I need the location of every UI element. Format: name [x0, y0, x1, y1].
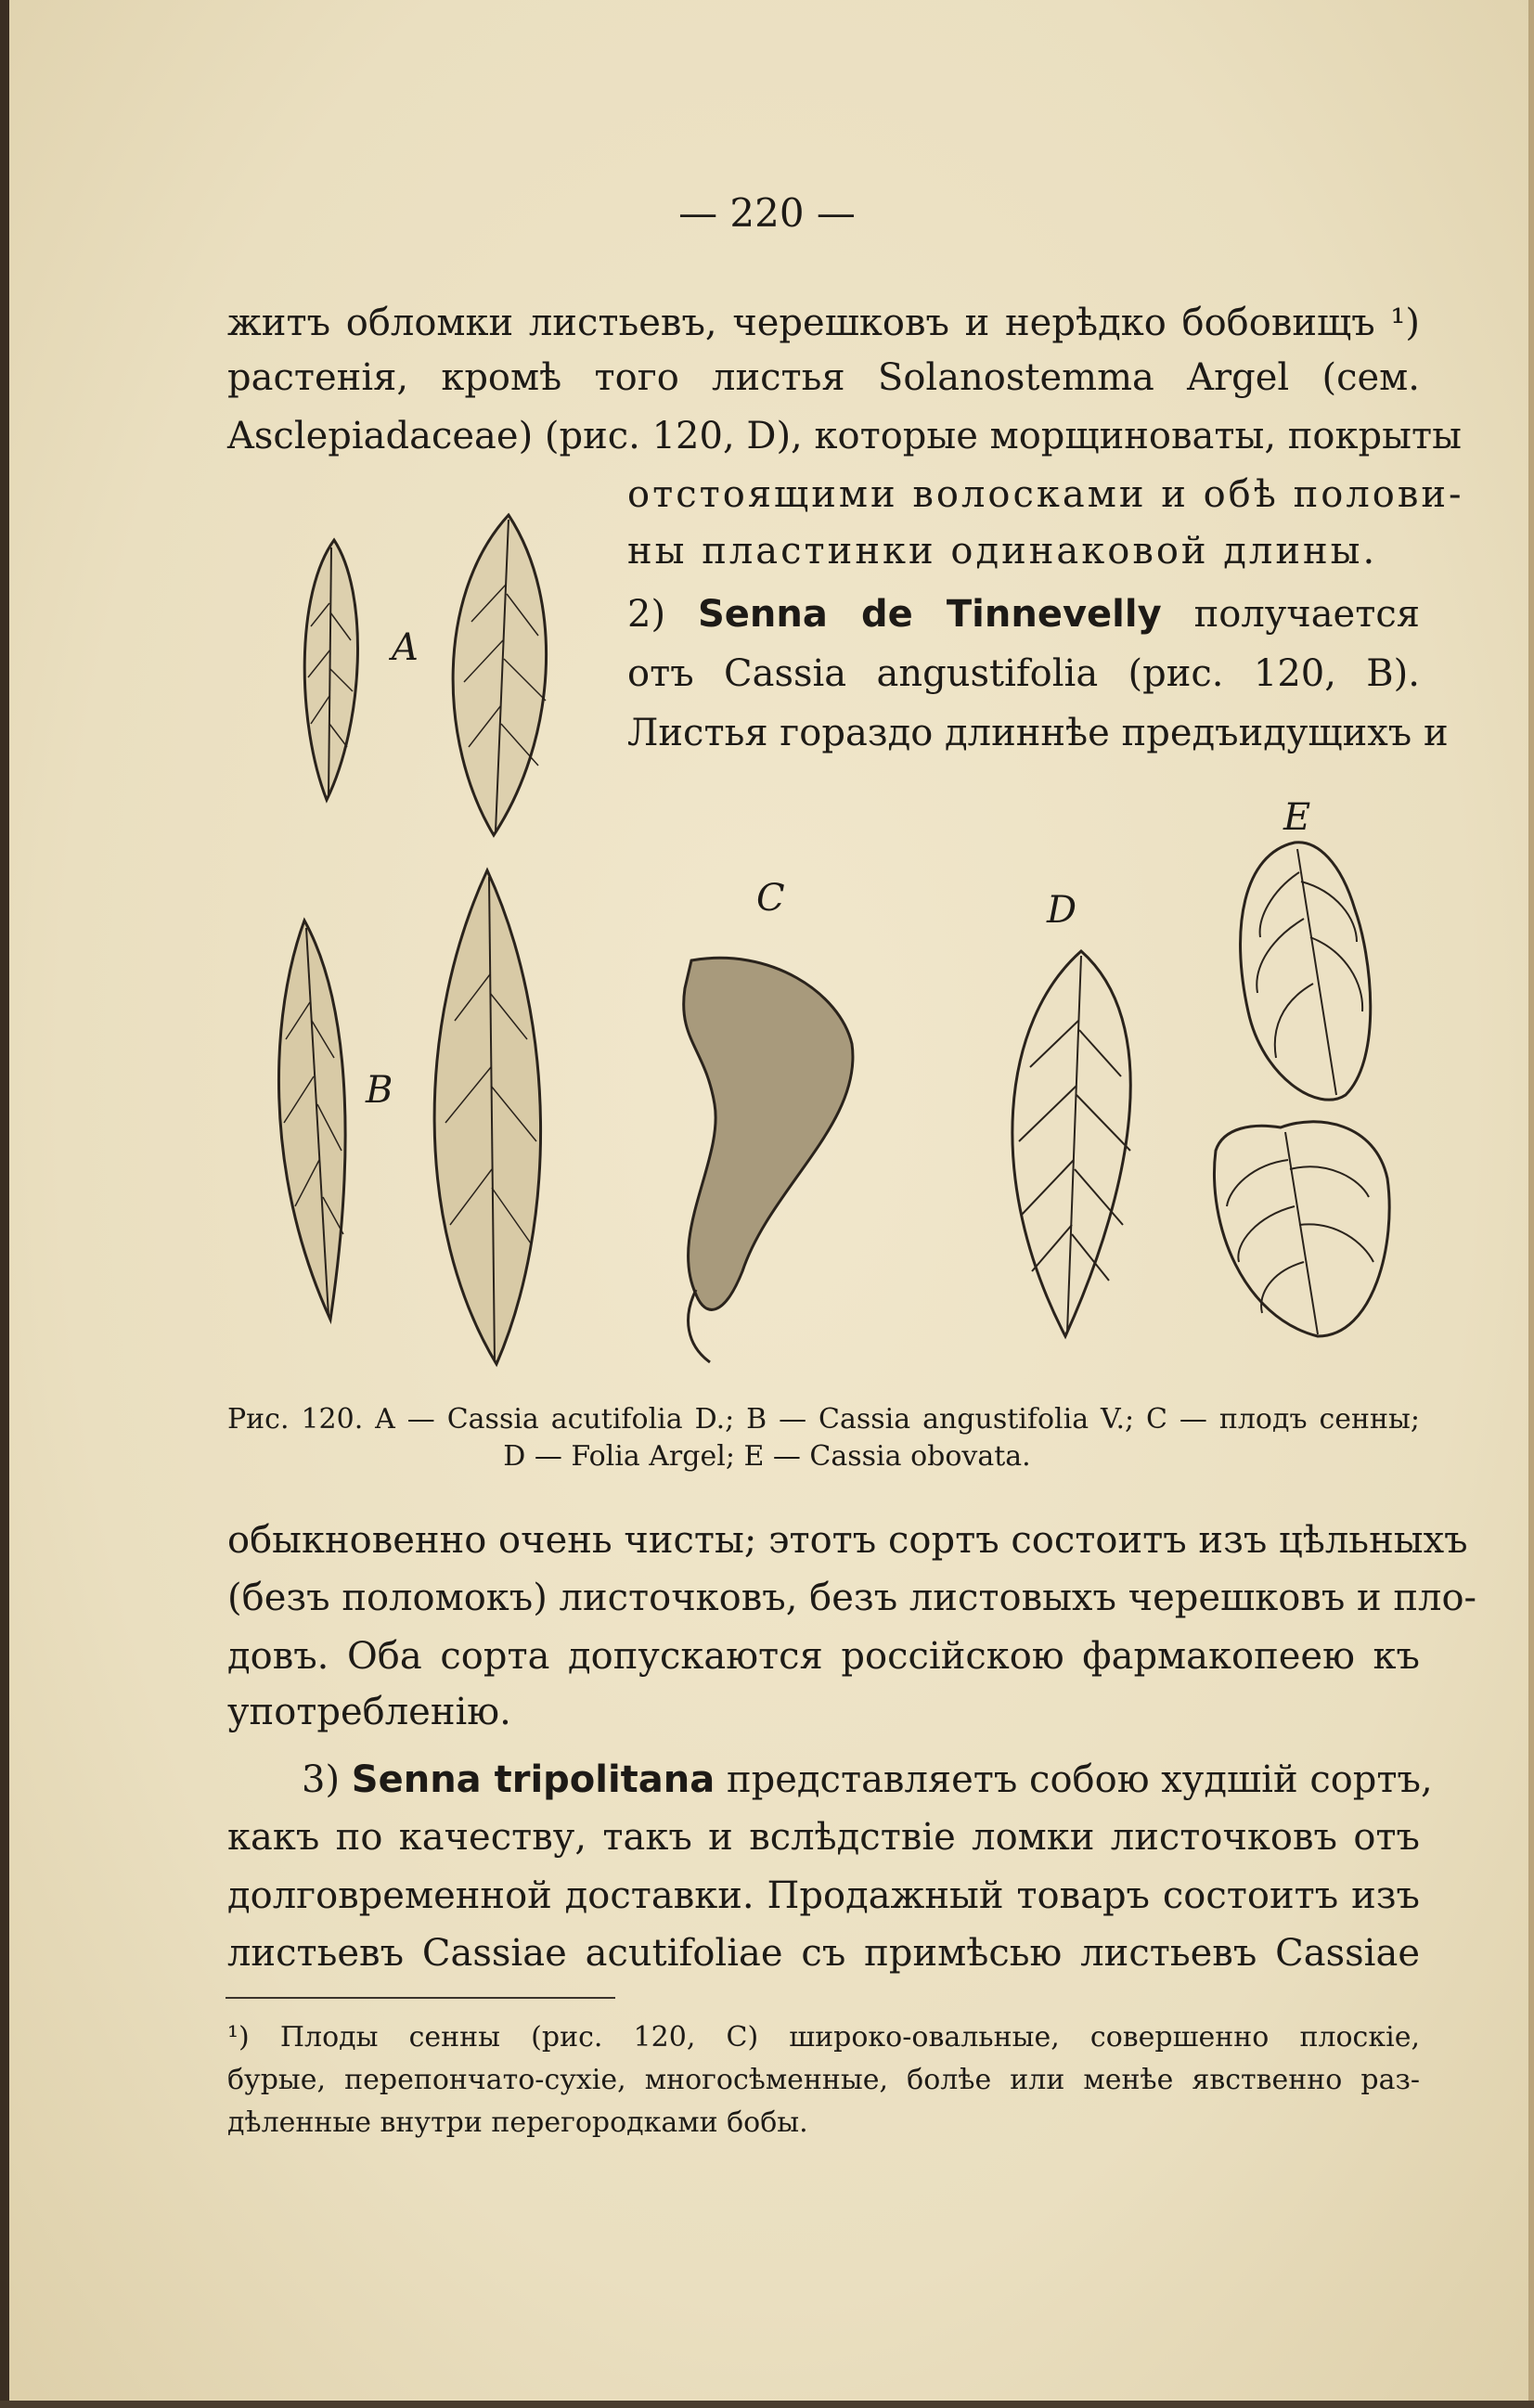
senna-pod-c	[684, 958, 853, 1362]
leaf-b-right	[434, 870, 540, 1364]
leaf-d-argel	[1012, 951, 1130, 1336]
paragraph-line: растенія, кромѣ того листья Solanostemma Argel (сем.	[227, 356, 1420, 399]
section-number: 2)	[627, 593, 666, 636]
section-number: 3)	[302, 1758, 341, 1801]
paragraph-line: отстоящими волосками и обѣ полови-	[627, 473, 1464, 516]
paragraph-line: ны пластинки одинаковой длины.	[627, 530, 1378, 573]
leaf-e-upper	[1241, 843, 1371, 1100]
paragraph-line: Листья гораздо длиннѣе предъидущихъ и	[627, 712, 1449, 754]
footnote-line: бурые, перепончато-сухіе, многосѣменные, болѣе или менѣе явственно раз-	[227, 2064, 1420, 2096]
section-title: Senna tripolitana	[351, 1758, 715, 1801]
section-text: представляетъ собою худшій сортъ,	[726, 1758, 1433, 1801]
footnote-line: дѣленные внутри перегородками бобы.	[227, 2106, 808, 2139]
paragraph-line: Asclepiadaceae) (рис. 120, D), которые морщиноваты, покрыты	[227, 415, 1462, 457]
section-heading-line	[302, 1752, 1433, 1808]
footnote-rule	[226, 1997, 615, 1999]
figure-label-a: A	[392, 626, 419, 669]
figure-label-d: D	[1047, 889, 1077, 932]
figure-label-e: E	[1283, 796, 1311, 839]
section-title: Senna de Tinnevelly	[697, 593, 1162, 636]
paragraph-line: долговременной доставки. Продажный товаръ состоитъ изъ	[227, 1874, 1420, 1917]
paragraph-line: (безъ поломокъ) листочковъ, безъ листовыхъ черешковъ и пло-	[227, 1577, 1477, 1619]
section-text: получается	[1193, 593, 1420, 636]
figure-label-c: C	[756, 877, 785, 920]
paragraph-line: обыкновенно очень чисты; этотъ сортъ состоитъ изъ цѣльныхъ	[227, 1519, 1468, 1562]
leaf-a-left	[304, 540, 357, 800]
paragraph-line: какъ по качеству, такъ и вслѣдствіе ломки листочковъ отъ	[227, 1816, 1420, 1859]
figure-caption-line: Рис. 120. A — Cassia acutifolia D.; B — Cassia angustifolia V.; C — плодъ сенны;	[227, 1403, 1420, 1436]
paragraph-line: отъ Cassia angustifolia (рис. 120, B).	[627, 652, 1420, 695]
footnote-line: ¹) Плоды сенны (рис. 120, C) широко-овальные, совершенно плоскіе,	[227, 2021, 1420, 2054]
leaf-b-left	[278, 921, 345, 1320]
leaf-a-right	[453, 515, 546, 835]
paragraph-line: употребленію.	[227, 1691, 511, 1733]
paragraph-line: довъ. Оба сорта допускаются россійскою фармакопеею къ	[227, 1635, 1420, 1678]
page-number: — 220 —	[678, 190, 856, 236]
figure-label-b: B	[366, 1069, 393, 1112]
paragraph-line: житъ обломки листьевъ, черешковъ и нерѣдко бобовищъ ¹)	[227, 302, 1420, 344]
figure-caption-line: D — Folia Argel; E — Cassia obovata.	[503, 1440, 1031, 1473]
leaf-e-lower	[1214, 1122, 1389, 1336]
paragraph-line: листьевъ Cassiae acutifoliae съ примѣсью листьевъ Cassiae	[227, 1932, 1420, 1975]
